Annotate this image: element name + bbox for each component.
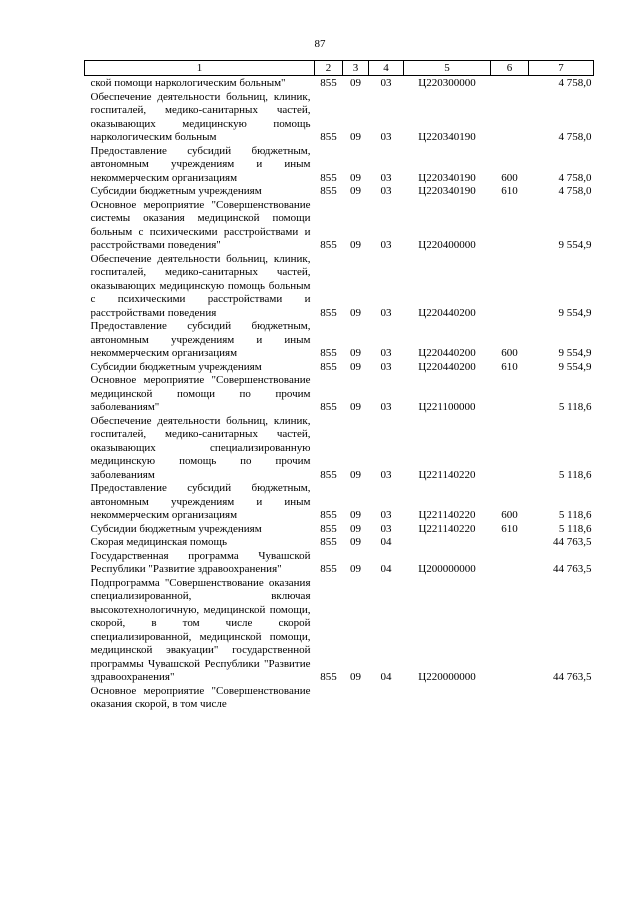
row-expense-type: 610 — [501, 360, 518, 373]
row-expense-type: 600 — [501, 509, 518, 521]
row-name: Обеспечение деятельности больниц, клиник, госпиталей, медико-санитарных частей, оказывающих медицинскую помощь больным с психическими расстройствами и расстройствами поведения — [90, 252, 311, 319]
table-row — [85, 482, 594, 523]
row-section: 09 — [350, 509, 361, 521]
row-subsection: 03 — [380, 131, 392, 143]
row-subsection: 03 — [380, 401, 392, 413]
row-section: 09 — [350, 347, 361, 359]
table-row — [85, 685, 594, 712]
row-target-article — [404, 536, 491, 550]
table-row — [85, 76, 594, 91]
row-target-article — [404, 685, 491, 712]
row-ministry — [315, 685, 343, 712]
row-amount: 4 758,0 — [558, 171, 592, 184]
row-name: ской помощи наркологическим больным" — [90, 77, 286, 89]
row-section: 09 — [350, 360, 361, 373]
row-ministry: 855 — [320, 509, 337, 521]
row-expense-type — [491, 253, 529, 321]
row-section: 09 — [350, 239, 361, 251]
row-subsection: 03 — [380, 509, 392, 521]
row-section: 09 — [350, 401, 361, 413]
row-ministry: 855 — [320, 347, 337, 359]
header-col-7: 7 — [529, 61, 594, 76]
table-header — [85, 61, 594, 76]
row-name: Обеспечение деятельности больниц, клиник, госпиталей, медико-санитарных частей, оказывающих медицинскую помощь наркологическим больным — [90, 90, 311, 143]
row-amount: 5 118,6 — [558, 509, 592, 521]
header-col-2: 2 — [315, 61, 343, 76]
row-expense-type — [491, 91, 529, 145]
row-ministry: 855 — [320, 522, 337, 535]
row-name: Субсидии бюджетным учреждениям — [90, 360, 262, 373]
table-row — [85, 577, 594, 685]
row-ministry: 855 — [320, 401, 337, 413]
row-name: Подпрограмма "Совершенствование оказания специализированной, включая высокотехнологичную, медицинской помощи, скорой, в том числе скорой специализированной, медицинской помощи, медицинской эвакуации" государственной программы Чувашской Республики "Развитие здравоохранения" — [90, 576, 311, 683]
page-number: 87 — [314, 38, 326, 50]
row-subsection: 04 — [380, 536, 392, 548]
table-row — [85, 145, 594, 186]
row-amount: 9 554,9 — [558, 239, 592, 251]
row-section: 09 — [350, 77, 361, 89]
row-section — [343, 685, 369, 712]
row-expense-type — [491, 550, 529, 577]
row-amount: 4 758,0 — [558, 185, 592, 197]
row-ministry: 855 — [320, 131, 337, 143]
row-expense-type — [491, 199, 529, 253]
row-target-article: Ц220300000 — [418, 77, 476, 89]
row-name: Субсидии бюджетным учреждениям — [90, 185, 262, 197]
header-col-4: 4 — [369, 61, 404, 76]
row-target-article: Ц220340190 — [418, 171, 476, 184]
table-row — [85, 185, 594, 199]
table-row — [85, 536, 594, 550]
row-expense-type: 610 — [501, 185, 518, 197]
row-subsection — [369, 685, 404, 712]
table-body — [85, 76, 594, 712]
row-subsection: 04 — [380, 671, 392, 683]
row-section: 09 — [350, 468, 361, 481]
row-name: Предоставление субсидий бюджетным, автономным учреждениям и иным некоммерческим организациям — [90, 482, 311, 521]
row-name: Обеспечение деятельности больниц, клиник, госпиталей, медико-санитарных частей, оказывающих специализированную медицинскую помощь по прочим заболеваниям — [90, 414, 311, 481]
budget-table — [84, 60, 594, 712]
row-target-article: Ц220000000 — [418, 671, 476, 683]
row-target-article: Ц221140220 — [418, 509, 476, 521]
table-row — [85, 91, 594, 145]
row-section: 09 — [350, 171, 361, 184]
table-row — [85, 253, 594, 321]
header-col-5: 5 — [404, 61, 491, 76]
row-expense-type — [491, 685, 529, 712]
row-amount: 5 118,6 — [558, 401, 592, 413]
row-name: Субсидии бюджетным учреждениям — [90, 522, 262, 535]
row-target-article: Ц221100000 — [418, 401, 476, 413]
row-target-article: Ц200000000 — [418, 563, 476, 575]
row-subsection: 03 — [380, 77, 392, 89]
table-row — [85, 320, 594, 361]
table-row — [85, 550, 594, 577]
row-ministry: 855 — [320, 468, 337, 481]
table-row — [85, 361, 594, 375]
row-expense-type: 600 — [501, 347, 518, 359]
row-amount: 4 758,0 — [558, 77, 592, 89]
row-ministry: 855 — [320, 77, 337, 89]
row-subsection: 03 — [380, 522, 392, 535]
row-amount: 44 763,5 — [553, 536, 592, 548]
row-amount: 9 554,9 — [558, 306, 592, 319]
table-row — [85, 199, 594, 253]
row-target-article: Ц220340190 — [418, 131, 476, 143]
row-subsection: 03 — [380, 360, 392, 373]
header-col-1: 1 — [85, 61, 315, 76]
row-name: Государственная программа Чувашской Республики "Развитие здравоохранения" — [90, 549, 311, 575]
row-ministry: 855 — [320, 185, 337, 197]
row-section: 09 — [350, 563, 361, 575]
row-section: 09 — [350, 671, 361, 683]
row-target-article: Ц220340190 — [418, 185, 476, 197]
row-amount: 9 554,9 — [558, 347, 592, 359]
row-amount: 44 763,5 — [553, 671, 592, 683]
row-name: Предоставление субсидий бюджетным, автономным учреждениям и иным некоммерческим организациям — [90, 320, 311, 359]
row-target-article: Ц220400000 — [418, 239, 476, 251]
row-amount — [529, 685, 594, 712]
row-amount: 44 763,5 — [553, 563, 592, 575]
row-subsection: 03 — [380, 239, 392, 251]
row-expense-type — [491, 76, 529, 91]
row-name: Предоставление субсидий бюджетным, автономным учреждениям и иным некоммерческим организациям — [90, 144, 311, 184]
header-col-3: 3 — [343, 61, 369, 76]
row-section: 09 — [350, 536, 361, 548]
row-ministry: 855 — [320, 563, 337, 575]
row-expense-type — [491, 415, 529, 483]
row-amount: 5 118,6 — [558, 468, 592, 481]
row-section: 09 — [350, 306, 361, 319]
table-row — [85, 523, 594, 537]
row-name: Основное мероприятие "Совершенствование оказания скорой, в том числе — [90, 684, 311, 710]
row-ministry: 855 — [320, 360, 337, 373]
row-amount: 4 758,0 — [558, 131, 592, 143]
row-target-article: Ц220440200 — [418, 306, 476, 319]
row-section: 09 — [350, 522, 361, 535]
row-subsection: 03 — [380, 347, 392, 359]
row-section: 09 — [350, 185, 361, 197]
row-amount: 5 118,6 — [558, 522, 592, 535]
row-ministry: 855 — [320, 671, 337, 683]
row-target-article: Ц220440200 — [418, 347, 476, 359]
row-expense-type — [491, 536, 529, 550]
row-subsection: 03 — [380, 468, 392, 481]
header-col-6: 6 — [491, 61, 529, 76]
row-expense-type: 610 — [501, 522, 518, 535]
row-expense-type — [491, 577, 529, 685]
row-target-article: Ц221140220 — [418, 468, 476, 481]
row-expense-type: 600 — [501, 171, 518, 184]
row-ministry: 855 — [320, 536, 337, 548]
row-subsection: 03 — [380, 306, 392, 319]
row-amount: 9 554,9 — [558, 360, 592, 373]
row-subsection: 04 — [380, 563, 392, 575]
row-target-article: Ц221140220 — [418, 522, 476, 535]
table-row — [85, 415, 594, 483]
table-row — [85, 374, 594, 415]
row-target-article: Ц220440200 — [418, 360, 476, 373]
row-expense-type — [491, 374, 529, 415]
row-ministry: 855 — [320, 239, 337, 251]
row-name: Скорая медицинская помощь — [90, 536, 228, 548]
row-name: Основное мероприятие "Совершенствование системы оказания медицинской помощи больным с психическими расстройствами и расстройствами поведения" — [90, 198, 311, 251]
row-ministry: 855 — [320, 171, 337, 184]
row-subsection: 03 — [380, 185, 392, 197]
row-subsection: 03 — [380, 171, 392, 184]
row-section: 09 — [350, 131, 361, 143]
row-ministry: 855 — [320, 306, 337, 319]
row-name: Основное мероприятие "Совершенствование медицинской помощи по прочим заболеваниям" — [90, 374, 311, 413]
